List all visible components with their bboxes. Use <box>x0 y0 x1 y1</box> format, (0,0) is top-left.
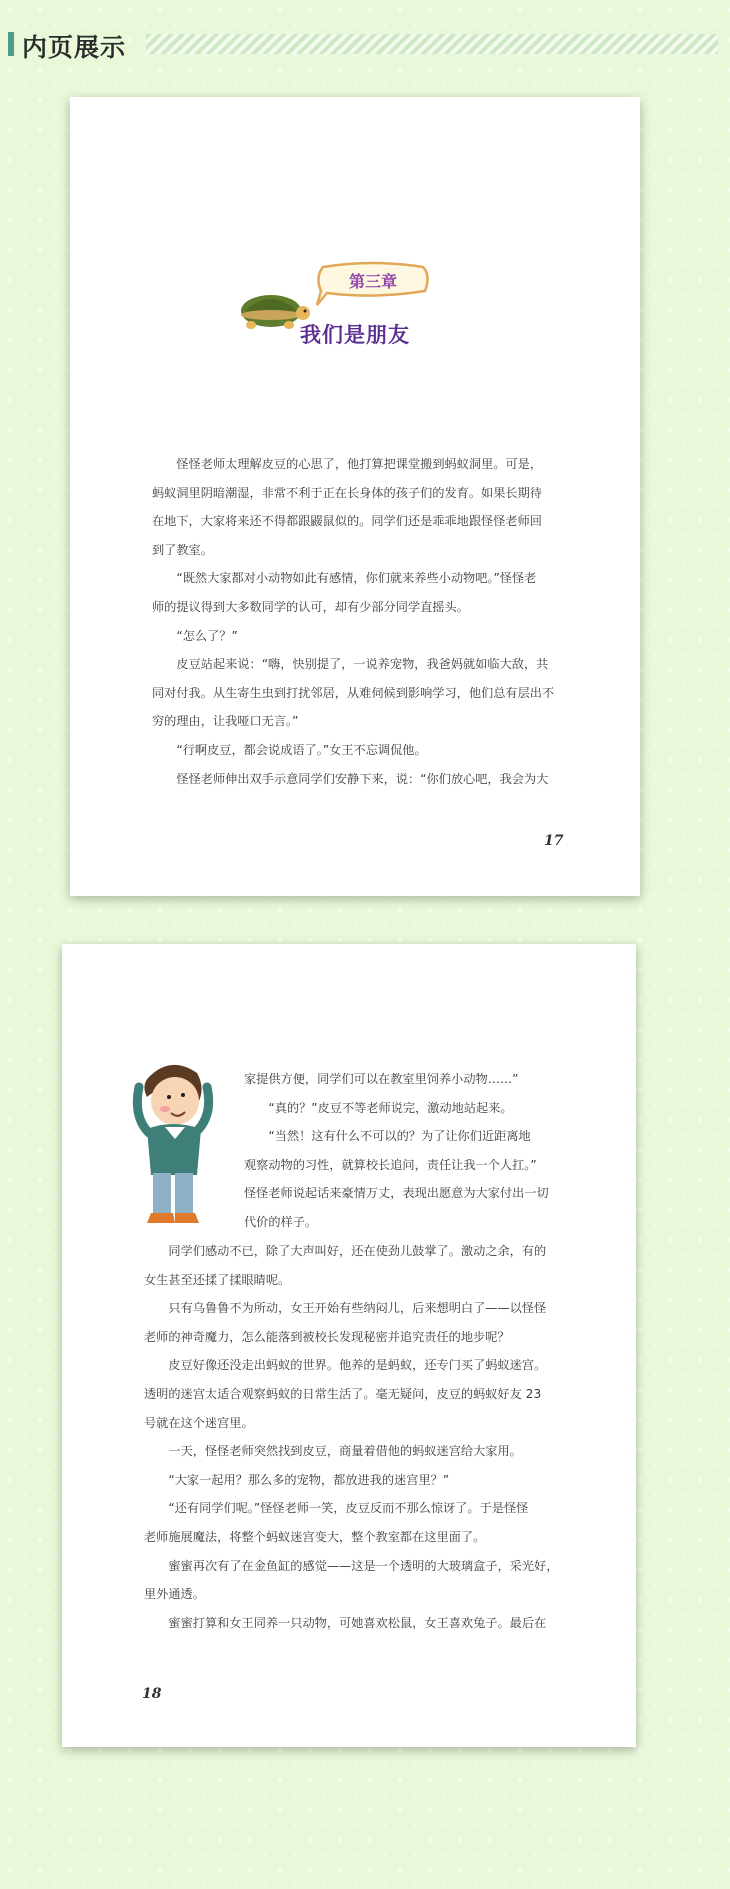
text-line: “大家一起用？那么多的宠物，都放进我的迷宫里？” <box>168 1472 450 1487</box>
boy-illustration-icon <box>131 1057 216 1232</box>
page-number: 17 <box>544 833 564 849</box>
text-line: 女生甚至还揉了揉眼睛呢。 <box>144 1272 291 1287</box>
section-header <box>0 26 730 62</box>
chapter-label: 第三章 <box>348 272 397 291</box>
header-stripes <box>146 34 718 54</box>
book-page-18 <box>62 944 636 1747</box>
text-line: 只有乌鲁鲁不为所动，女王开始有些纳闷儿，后来想明白了——以怪怪 <box>168 1301 547 1316</box>
text-line: 在地下，大家将来还不得都跟鼹鼠似的。同学们还是乖乖地跟怪怪老师回 <box>152 514 542 529</box>
page-number: 18 <box>142 1686 162 1702</box>
text-line: 观察动物的习性，就算校长追问，责任让我一个人扛。” <box>244 1157 537 1172</box>
text-line: 代价的样子。 <box>244 1214 318 1229</box>
text-line: “真的？”皮豆不等老师说完，激动地站起来。 <box>268 1100 513 1115</box>
text-line: 蜜蜜再次有了在金鱼缸的感觉——这是一个透明的大玻璃盒子，采光好， <box>168 1558 559 1573</box>
text-line: 蜜蜜打算和女王同养一只动物，可她喜欢松鼠，女王喜欢兔子。最后在 <box>168 1615 547 1630</box>
text-line: “既然大家都对小动物如此有感情，你们就来养些小动物吧。”怪怪老 <box>176 571 537 586</box>
text-line: 同对付我。从生寄生虫到打扰邻居，从难伺候到影响学习，他们总有层出不 <box>152 685 555 700</box>
page-18-text <box>144 1237 578 1637</box>
text-line: 怪怪老师伸出双手示意同学们安静下来，说：“你们放心吧，我会为大 <box>176 771 549 786</box>
page-17-text <box>152 450 566 793</box>
text-line: 怪怪老师说起话来豪情万丈，表现出愿意为大家付出一切 <box>244 1186 549 1201</box>
text-line: “行啊皮豆，都会说成语了。”女王不忘调侃他。 <box>176 742 427 757</box>
text-line: 里外通透。 <box>144 1587 205 1602</box>
text-line: 穷的理由，让我哑口无言。” <box>152 714 299 729</box>
page-18-wrapped-text <box>244 1065 574 1237</box>
text-line: 皮豆站起来说：“嗨，快别提了，一说养宠物，我爸妈就如临大敌，共 <box>176 657 549 672</box>
text-line: 一天，怪怪老师突然找到皮豆，商量着借他的蚂蚁迷宫给大家用。 <box>168 1444 522 1459</box>
text-line: 师的提议得到大多数同学的认可，却有少部分同学直摇头。 <box>152 599 469 614</box>
book-page-17 <box>70 97 640 896</box>
text-line: 到了教室。 <box>152 542 213 557</box>
text-line: 号就在这个迷宫里。 <box>144 1415 254 1430</box>
text-line: “怎么了？” <box>176 628 238 643</box>
text-line: 蚂蚁洞里阴暗潮湿，非常不利于正在长身体的孩子们的发育。如果长期待 <box>152 485 542 500</box>
text-line: 家提供方便，同学们可以在教室里饲养小动物……” <box>244 1072 519 1086</box>
text-line: “还有同学们呢。”怪怪老师一笑，皮豆反而不那么惊讶了。于是怪怪 <box>168 1501 529 1516</box>
text-line: 皮豆好像还没走出蚂蚁的世界。他养的是蚂蚁，还专门买了蚂蚁迷宫。 <box>168 1358 547 1373</box>
text-line: 同学们感动不已，除了大声叫好，还在使劲儿鼓掌了。激动之余，有的 <box>168 1244 547 1258</box>
header-accent-bar <box>8 32 14 56</box>
text-line: 老师的神奇魔力，怎么能落到被校长发现秘密并追究责任的地步呢？ <box>144 1329 510 1344</box>
chapter-title: 我们是朋友 <box>300 323 410 347</box>
section-title: 内页展示 <box>22 33 127 62</box>
text-line: 透明的迷宫太适合观察蚂蚁的日常生活了。毫无疑问，皮豆的蚂蚁好友 23 <box>144 1386 542 1401</box>
text-line: 老师施展魔法，将整个蚂蚁迷宫变大，整个教室都在这里面了。 <box>144 1529 486 1544</box>
text-line: “当然！这有什么不可以的？为了让你们近距离地 <box>268 1129 531 1144</box>
text-line: 怪怪老师太理解皮豆的心思了，他打算把课堂搬到蚂蚁洞里。可是， <box>176 457 543 471</box>
